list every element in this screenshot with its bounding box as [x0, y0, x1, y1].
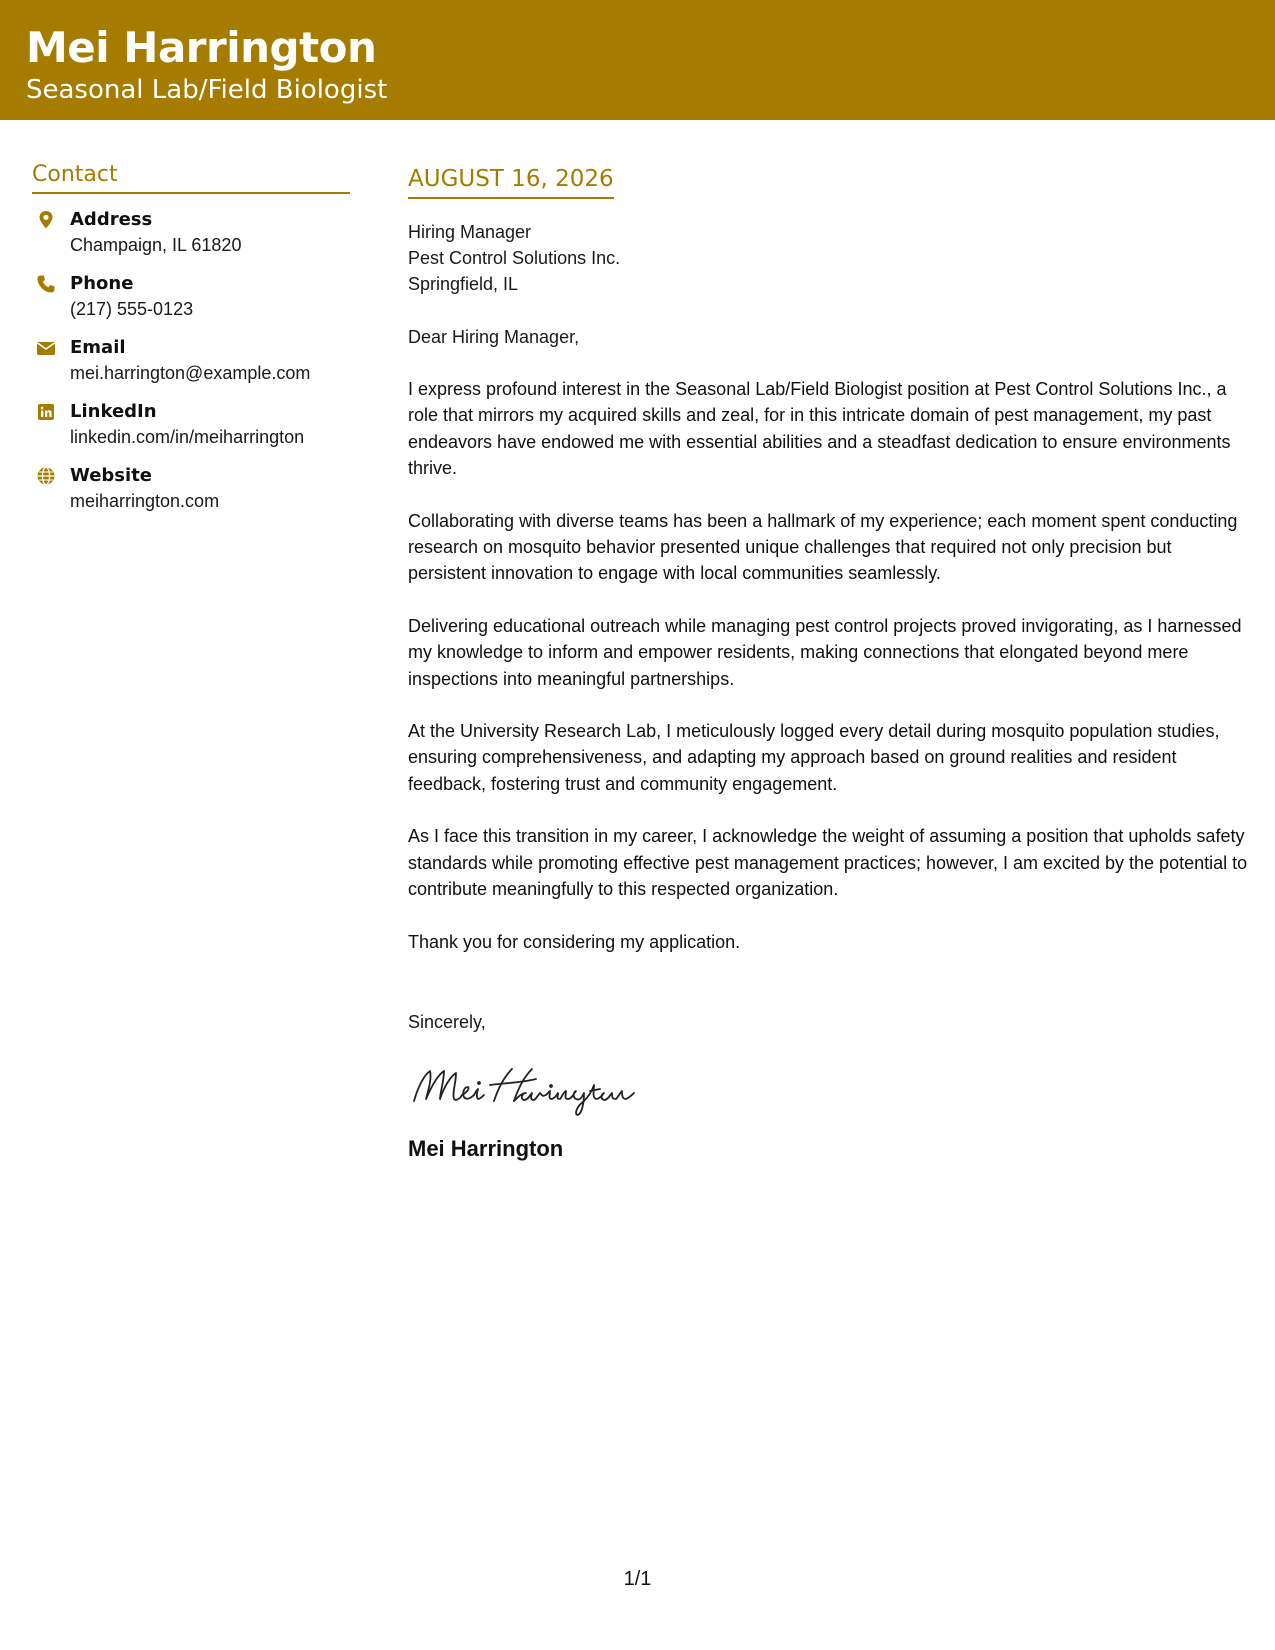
letter-paragraph: Delivering educational outreach while managing pest control projects proved invigorating, as I harnessed my knowledge to inform and empower residents, making connections that elongated beyond mere inspections into meaningful partnerships. — [408, 615, 1242, 689]
contact-linkedin — [32, 400, 352, 450]
envelope-icon — [36, 338, 56, 358]
applicant-name: Mei Harrington — [26, 23, 377, 72]
letter-paragraph: At the University Research Lab, I meticulously logged every detail during mosquito population studies, ensuring comprehensiveness, and adapting my approach based on ground realities and resident feedback, fostering trust and community engagement. — [408, 721, 1220, 794]
letter-paragraph: Thank you for considering my application. — [408, 931, 741, 952]
contact-website — [32, 464, 352, 514]
recipient-block — [408, 219, 1248, 297]
contact-value: (217) 555-0123 — [70, 299, 194, 319]
contact-value[interactable]: mei.harrington@example.com — [70, 363, 311, 383]
letter-body — [408, 166, 1248, 1163]
handwritten-signature — [408, 1057, 1248, 1117]
contact-label: Address — [70, 209, 153, 230]
map-pin-icon — [36, 210, 56, 230]
recipient-line: Pest Control Solutions Inc. — [408, 248, 621, 268]
contact-heading: Contact — [32, 162, 350, 194]
contact-sidebar — [32, 162, 352, 514]
linkedin-icon — [36, 402, 56, 422]
contact-value[interactable]: meiharrington.com — [70, 491, 220, 511]
contact-phone — [32, 272, 352, 322]
contact-value[interactable]: linkedin.com/in/meiharrington — [70, 427, 305, 447]
contact-value: Champaign, IL 61820 — [70, 235, 242, 255]
contact-label: Website — [70, 465, 153, 486]
letter-paragraph: I express profound interest in the Seasonal Lab/Field Biologist position at Pest Control Solutions Inc., a role that mirrors my acquired skills and zeal, for in this intricate domain of pest management, my past endeavors have endowed me with essential abilities and a steadfast dedication to ensure environments thrive. — [408, 379, 1231, 479]
page-number: 1/1 — [623, 1568, 652, 1590]
recipient-line: Springfield, IL — [408, 274, 519, 294]
recipient-line: Hiring Manager — [408, 222, 532, 242]
contact-address — [32, 208, 352, 258]
letter-paragraph: Collaborating with diverse teams has been a hallmark of my experience; each moment spent conducting research on mosquito behavior presented unique challenges that required not only precision but persistent innovation to engage with local communities seamlessly. — [408, 510, 1238, 584]
closing: Sincerely, — [408, 1011, 486, 1032]
header-banner — [0, 0, 1275, 120]
contact-label: LinkedIn — [70, 401, 157, 422]
contact-email — [32, 336, 352, 386]
letter-date: AUGUST 16, 2026 — [408, 166, 614, 199]
globe-icon — [36, 466, 56, 486]
contact-label: Email — [70, 337, 126, 358]
salutation: Dear Hiring Manager, — [408, 327, 580, 347]
signer-name: Mei Harrington — [408, 1135, 564, 1161]
letter-paragraph: As I face this transition in my career, I acknowledge the weight of assuming a position that upholds safety standards while promoting effective pest management practices; however, I am excited by the potential to contribute meaningfully to this respected organization. — [408, 826, 1248, 900]
contact-label: Phone — [70, 273, 134, 294]
phone-icon — [36, 274, 56, 294]
applicant-title: Seasonal Lab/Field Biologist — [26, 75, 388, 105]
